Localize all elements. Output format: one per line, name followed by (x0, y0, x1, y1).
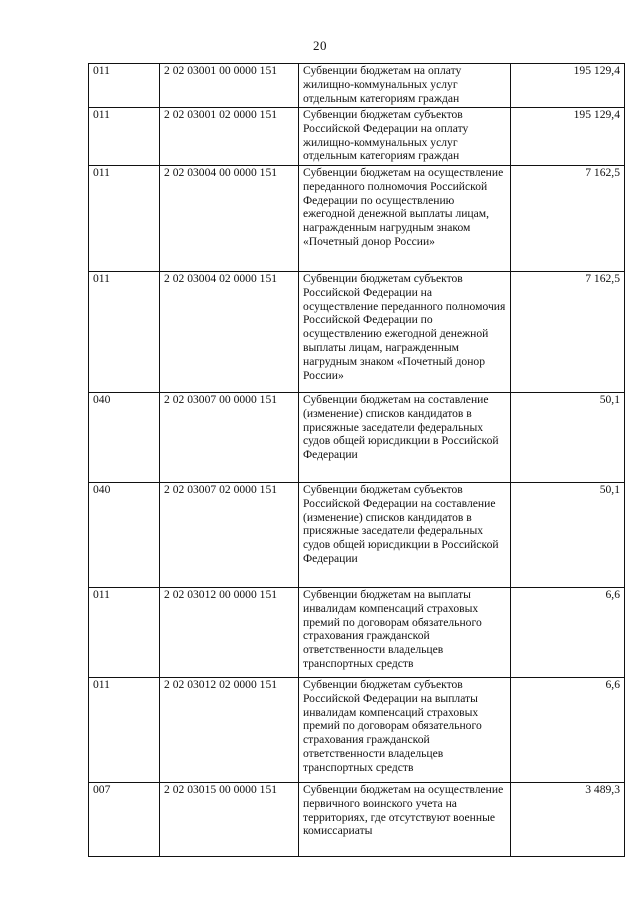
table-row (89, 483, 625, 588)
budget-classification-code-cell: 2 02 03007 00 0000 151 (160, 393, 299, 483)
budget-classification-code-cell: 2 02 03001 00 0000 151 (160, 64, 299, 108)
table-row (89, 678, 625, 783)
revenue-name-cell: Субвенции бюджетам на составление (изменение) списков кандидатов в присяжные заседатели федеральных судов общей юрисдикции в Российской Федерации (299, 393, 511, 483)
admin-code-cell: 040 (89, 393, 160, 483)
revenue-name-cell: Субвенции бюджетам на осуществление первичного воинского учета на территориях, где отсутствуют военные комиссариаты (299, 783, 511, 857)
table-row (89, 108, 625, 166)
amount-cell: 7 162,5 (511, 272, 625, 393)
table-row (89, 393, 625, 483)
amount-cell: 7 162,5 (511, 166, 625, 272)
admin-code-cell: 011 (89, 166, 160, 272)
budget-classification-code-cell: 2 02 03004 00 0000 151 (160, 166, 299, 272)
revenue-name-cell: Субвенции бюджетам на осуществление переданного полномочия Российской Федерации по осуществлению ежегодной денежной выплаты лицам, награжденным нагрудным знаком «Почетный донор России» (299, 166, 511, 272)
revenue-name-cell: Субвенции бюджетам субъектов Российской Федерации на составление (изменение) списков кандидатов в присяжные заседатели федеральных судов общей юрисдикции в Российской Федерации (299, 483, 511, 588)
admin-code-cell: 007 (89, 783, 160, 857)
budget-classification-code-cell: 2 02 03001 02 0000 151 (160, 108, 299, 166)
table-row (89, 64, 625, 108)
table-row (89, 166, 625, 272)
budget-classification-code-cell: 2 02 03012 00 0000 151 (160, 588, 299, 678)
revenue-name-cell: Субвенции бюджетам субъектов Российской Федерации на выплаты инвалидам компенсаций страховых премий по договорам обязательного страхования гражданской ответственности владельцев транспортных средств (299, 678, 511, 783)
revenue-name-cell: Субвенции бюджетам на оплату жилищно-коммунальных услуг отдельным категориям граждан (299, 64, 511, 108)
page-number: 20 (313, 38, 327, 53)
admin-code-cell: 011 (89, 272, 160, 393)
revenue-name-cell: Субвенции бюджетам субъектов Российской Федерации на оплату жилищно-коммунальных услуг отдельным категориям граждан (299, 108, 511, 166)
amount-cell: 6,6 (511, 678, 625, 783)
amount-cell: 195 129,4 (511, 108, 625, 166)
table-row (89, 783, 625, 857)
amount-cell: 50,1 (511, 393, 625, 483)
table-row (89, 588, 625, 678)
amount-cell: 3 489,3 (511, 783, 625, 857)
budget-classification-code-cell: 2 02 03004 02 0000 151 (160, 272, 299, 393)
amount-cell: 6,6 (511, 588, 625, 678)
admin-code-cell: 011 (89, 588, 160, 678)
admin-code-cell: 011 (89, 108, 160, 166)
budget-classification-code-cell: 2 02 03012 02 0000 151 (160, 678, 299, 783)
budget-table (88, 63, 625, 857)
revenue-name-cell: Субвенции бюджетам субъектов Российской Федерации на осуществление переданного полномочия Российской Федерации по осуществлению ежегодной денежной выплаты лицам, награжденным нагрудным знаком «Почетный донор России» (299, 272, 511, 393)
amount-cell: 195 129,4 (511, 64, 625, 108)
revenue-name-cell: Субвенции бюджетам на выплаты инвалидам компенсаций страховых премий по договорам обязательного страхования гражданской ответственности владельцев транспортных средств (299, 588, 511, 678)
budget-classification-code-cell: 2 02 03007 02 0000 151 (160, 483, 299, 588)
admin-code-cell: 011 (89, 64, 160, 108)
table-row (89, 272, 625, 393)
admin-code-cell: 011 (89, 678, 160, 783)
budget-classification-code-cell: 2 02 03015 00 0000 151 (160, 783, 299, 857)
admin-code-cell: 040 (89, 483, 160, 588)
amount-cell: 50,1 (511, 483, 625, 588)
